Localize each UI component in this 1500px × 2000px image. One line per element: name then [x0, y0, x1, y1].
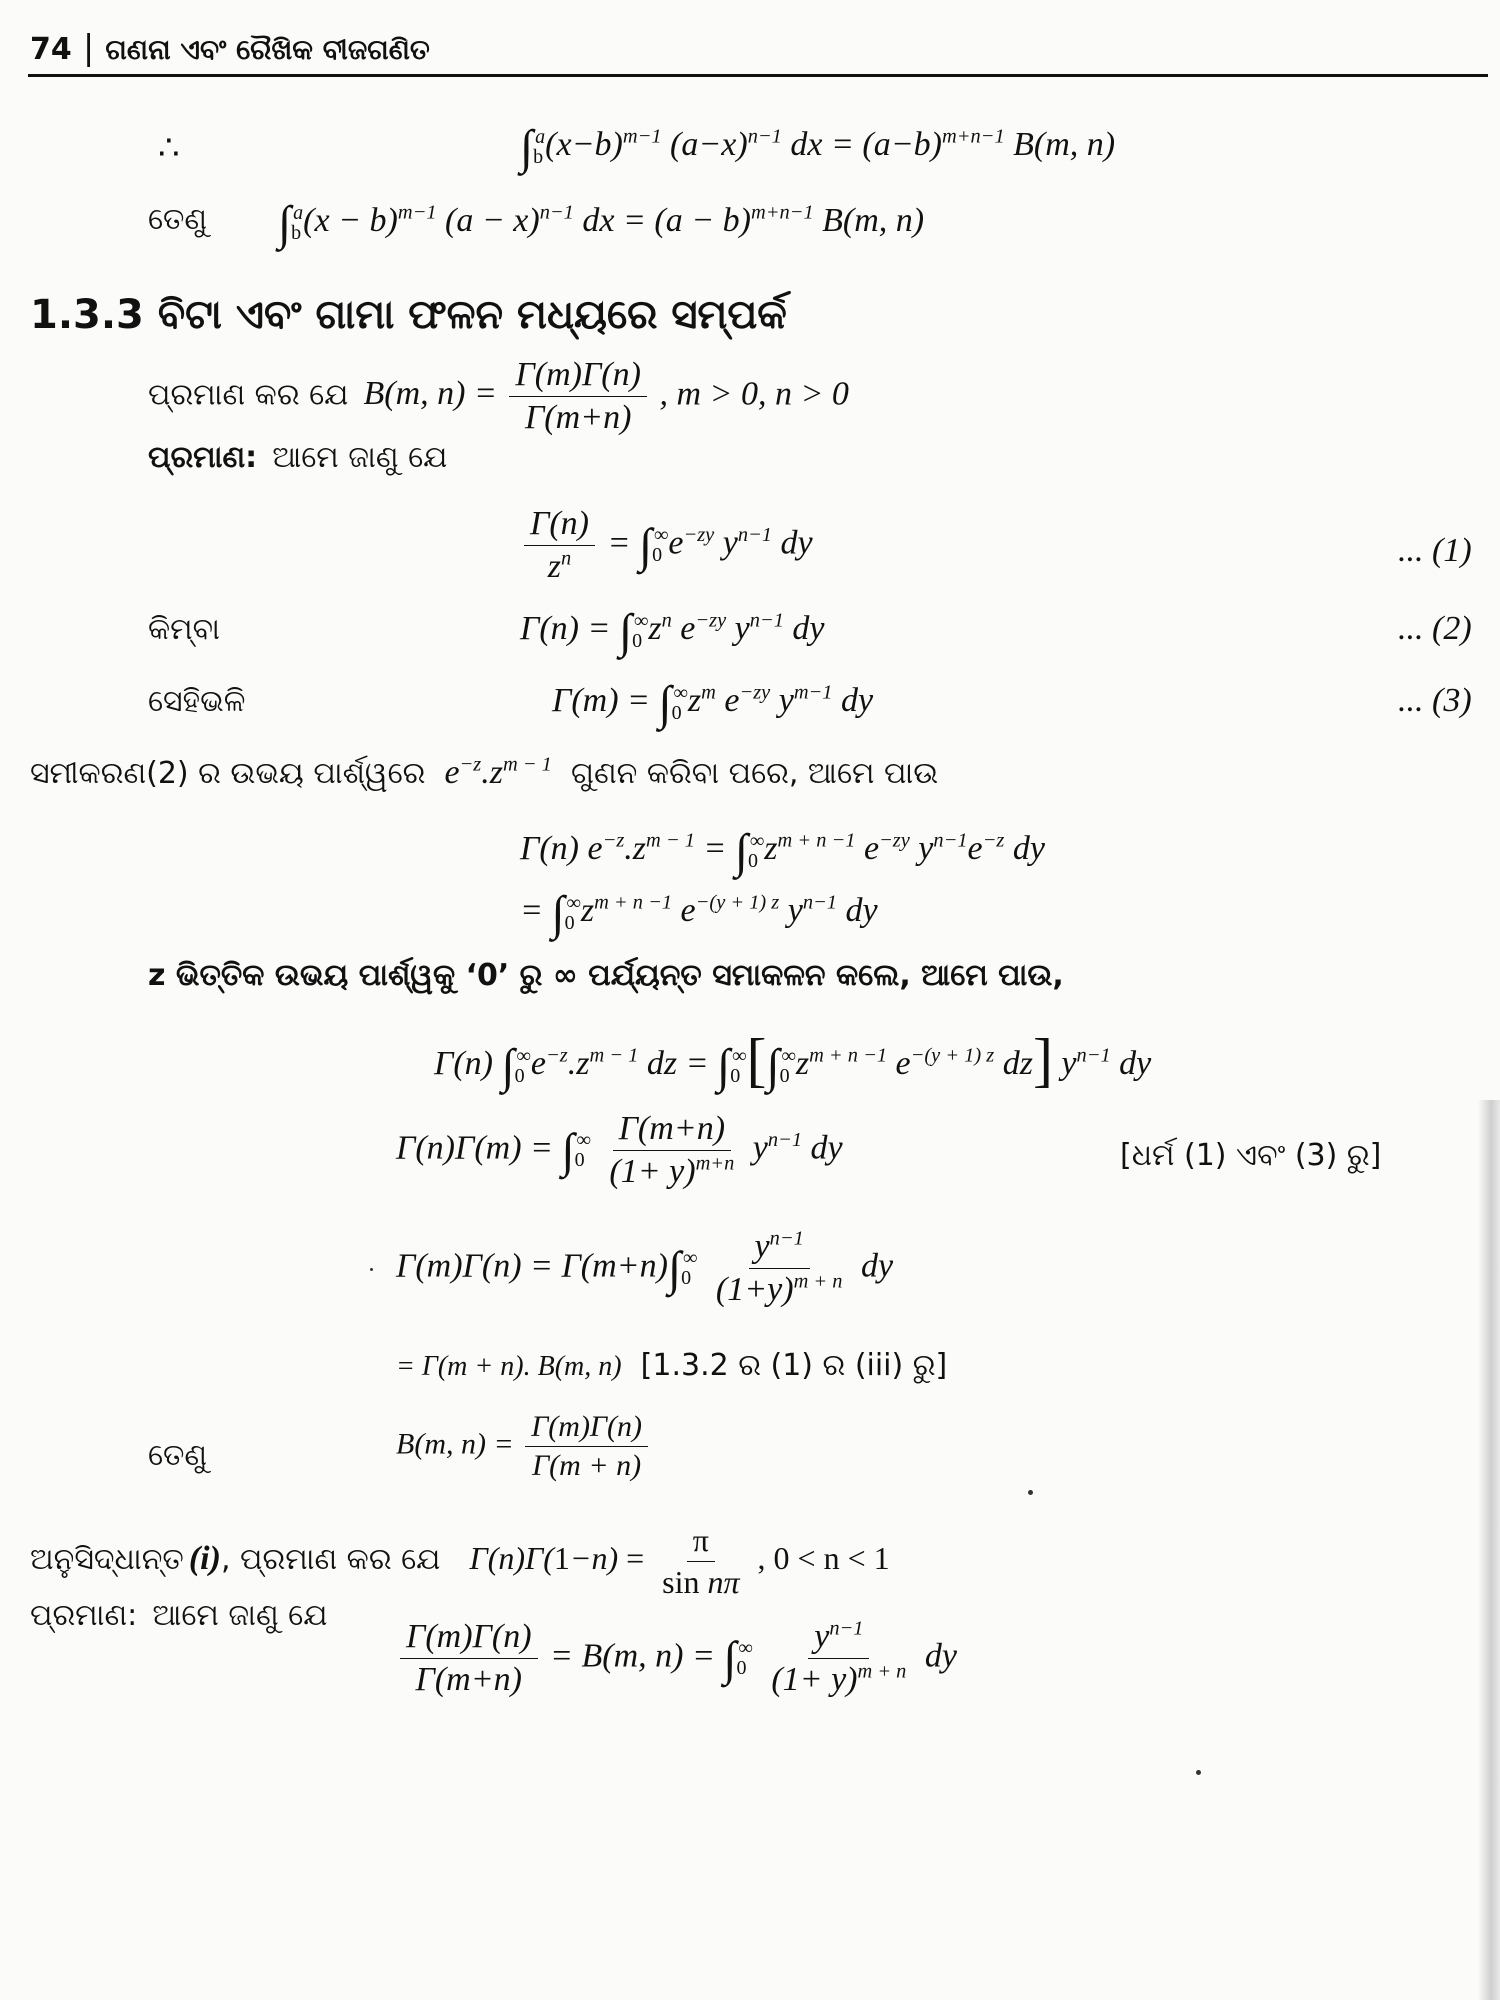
header-rule	[28, 74, 1488, 77]
equation-step-2: = $\int_0^\infty z^{m + n -1}$ $e^{-(y + 1) z}$ $y^{n-1}$ dy	[520, 887, 878, 940]
therefore-word-2: ତେଣୁ	[148, 1438, 208, 1473]
proof-line	[148, 440, 447, 475]
equation-beta-gamma-result: B(m, n) = $\frac{\Gamma(m)\Gamma(n)}{\Gamma(m + n)}$	[396, 1410, 652, 1483]
scan-speck	[1196, 1770, 1201, 1775]
multiply-sentence	[30, 754, 938, 792]
multiply-prefix: ସମୀକରଣ(2) ର ଉଭୟ ପାର୍ଶ୍ୱରେ	[30, 756, 426, 791]
equation-gamma-product: $\Gamma(n)\Gamma(m) = \int_0^\infty$ $\frac{\Gamma(m+n)}{(1+ y)^{m+n}}$ $y^{n-1}$ dy	[396, 1110, 843, 1190]
equation-3-tag: ... (3)	[1398, 682, 1472, 719]
corollary-condition: , 0 < n < 1	[757, 1539, 890, 1576]
section-heading: 1.3.3 ବିଟା ଏବଂ ଗାମା ଫଳନ ମଧ୍ୟରେ ସମ୍ପର୍କ	[30, 292, 787, 338]
header-separator: |	[82, 28, 95, 68]
multiply-suffix: ଗୁଣନ କରିବା ପରେ, ଆମେ ପାଉ	[570, 756, 939, 791]
corollary-prove-that: , ପ୍ରମାଣ କର ଯେ	[220, 1541, 441, 1577]
equation-beta-shift-2: $\int_b^a(x - b)^{m-1}$ $(a - x)^{n-1}$ dx = $(a - b)^{m+n-1}$ B(m, n)	[278, 197, 925, 250]
equation-1: $\frac{\Gamma(n)}{z^n}$ = $\int_0^\infty e^{-zy}$ $y^{n-1}$ dy	[520, 505, 813, 586]
scan-speck	[1028, 1490, 1033, 1495]
theorem-condition: , m > 0, n > 0	[659, 375, 849, 413]
corollary-formula: Γ(n)Γ(1−n) = $\frac{\pi}{\text{sin nπ}}$	[469, 1522, 740, 1600]
running-title: ଗଣନା ଏବଂ ରୈଖିକ ବୀଜଗଣିତ	[105, 33, 430, 66]
we-know-text: ଆମେ ଜାଣୁ ଯେ	[272, 440, 448, 475]
equation-beta-substitution: = Γ(m + n). B(m, n) [1.3.2 ର (1) ର (iii) ରୁ]	[396, 1348, 948, 1383]
similarly-label: ସେହିଭଳି	[148, 684, 246, 719]
equation-gamma-factored: $\Gamma(m)\Gamma(n) = \Gamma(m+n)\int_0^\infty$ $\frac{y^{n-1}}{(1+y)^{m + n}}$ dy	[396, 1227, 894, 1308]
therefore-symbol: ∴	[158, 130, 180, 167]
corollary-number: (i)	[188, 1539, 221, 1577]
equation-step-1: Γ(n) $e^{-z}.z^{m - 1} = \int_0^\infty z^{m + n -1}$ $e^{-zy}$ $y^{n-1}e^{-z}$ dy	[520, 825, 1045, 878]
therefore-word-1: ତେଣୁ	[148, 202, 208, 237]
scan-speck	[370, 1268, 373, 1271]
prove-that-label: ପ୍ରମାଣ କର ଯେ	[148, 377, 349, 413]
equation-1-tag: ... (1)	[1398, 532, 1472, 569]
equation-beta-shift-1: $\int_b^a(x-b)^{m-1}$ $(a-x)^{n-1}$ dx = $(a-b)^{m+n-1}$ B(m, n)	[520, 121, 1116, 174]
page-edge-shadow	[1478, 1100, 1500, 2000]
equation-2: $\Gamma(n) = \int_0^\infty z^n$ $e^{-zy}$ $y^{n-1}$ dy	[520, 605, 825, 658]
theorem-formula: B(m, n) = $\frac{\Gamma(m)\Gamma(n)}{\Gamma(m+n)}$	[364, 375, 660, 412]
or-label: କିମ୍ବା	[148, 612, 220, 647]
equation-2-tag: ... (2)	[1398, 610, 1472, 647]
multiplier-expression: $e^{-z}.z^{m - 1}$	[444, 753, 552, 791]
corollary-statement	[30, 1522, 890, 1601]
proof-line-2	[30, 1598, 327, 1633]
proof-label-2: ପ୍ରମାଣ:	[30, 1598, 138, 1633]
property-reference: [ଧର୍ମ (1) ଏବଂ (3) ରୁ]	[1120, 1138, 1382, 1173]
theorem-statement	[148, 356, 849, 437]
equation-double-integral: Γ(n) $\int_0^\infty e^{-z}.z^{m - 1}$ dz = $\int_0^\infty[\int_0^\infty z^{m + n -1}$ $e^{-(y + 1) z}$ dz] $y^{n-1}$ dy	[434, 1027, 1152, 1093]
page-header	[30, 28, 430, 68]
we-know-text-2: ଆମେ ଜାଣୁ ଯେ	[152, 1598, 328, 1633]
proof-label: ପ୍ରମାଣ:	[148, 440, 258, 475]
equation-corollary-proof: $\frac{\Gamma(m)\Gamma(n)}{\Gamma(m+n)}$ = B(m, $n) = \int_0^\infty$ $\frac{y^{n-1}}{(1+ y)^{m + n}}$ dy	[396, 1618, 957, 1699]
section-reference: [1.3.2 ର (1) ର (iii) ରୁ]	[640, 1348, 948, 1383]
corollary-label: ଅନୁସିଦ୍ଧାନ୍ତ	[30, 1541, 184, 1577]
page-number: 74	[30, 32, 72, 67]
equation-3: $\Gamma(m) = \int_0^\infty z^m$ $e^{-zy}$ $y^{m-1}$ dy	[552, 677, 874, 730]
integrate-sentence: z ଭିତ୍ତିକ ଉଭୟ ପାର୍ଶ୍ୱକୁ ‘0’ ରୁ ∞ ପର୍ଯ୍ୟନ୍ତ ସମାକଳନ କଲେ, ଆମେ ପାଉ,	[148, 958, 1064, 993]
